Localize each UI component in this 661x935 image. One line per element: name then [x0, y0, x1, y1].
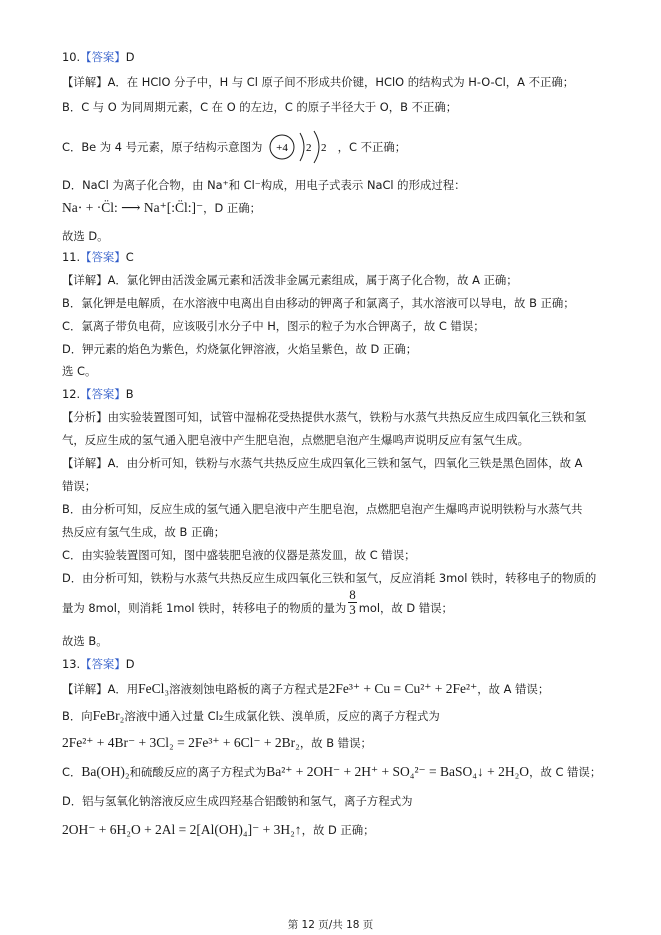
equation-a: 2Fe³⁺ + Cu = Cu²⁺ + 2Fe²⁺ [328, 681, 478, 696]
fecl3-formula: FeCl₃ [138, 681, 170, 696]
q12-conclusion: 故选 B。 [62, 634, 108, 648]
q12-line-a2: 错误； [62, 479, 97, 493]
fraction-8-3: $\frac{8}{3}$ [349, 587, 356, 617]
q12-heading: 12.【答案】B [62, 387, 134, 401]
equation-c: Ba²⁺ + 2OH⁻ + 2H⁺ + SO₄²⁻ = BaSO₄↓ + 2H₂O [266, 764, 530, 779]
nucleus-charge: +4 [276, 141, 288, 154]
shell-1-electrons: 2 [305, 141, 312, 154]
q11-line-d: D．钾元素的焰色为紫色，灼烧氯化钾溶液，火焰呈紫色，故 D 正确； [62, 342, 418, 356]
q10-conclusion: 故选 D。 [62, 229, 109, 243]
q12-line-b1: B．由分析可知，反应生成的氢气通入肥皂液中产生肥皂泡，点燃肥皂泡产生爆鸣声说明铁粉与水蒸气共 [62, 502, 583, 516]
q10-line-a: 【详解】A．在 HClO 分子中，H 与 Cl 原子间不形成共价键，HClO 的结构式为 H-O-Cl，A 不正确； [62, 75, 575, 89]
q13-line-d: D．铝与氢氧化钠溶液反应生成四羟基合铝酸钠和氢气，离子方程式为 [62, 794, 413, 808]
baoh2-formula: Ba(OH)₂ [81, 764, 130, 779]
q12-line-c: C．由实验装置图可知，图中盛装肥皂液的仪器是蒸发皿，故 C 错误； [62, 548, 416, 562]
q13-line-c: C．Ba(OH)₂和硫酸反应的离子方程式为Ba²⁺ + 2OH⁻ + 2H⁺ + SO₄²⁻ = BaSO₄↓ + 2H₂O，故 C 错误； [62, 764, 602, 779]
q13-line-a: 【详解】A．用FeCl₃溶液刻蚀电路板的离子方程式是2Fe³⁺ + Cu = Cu²⁺ + 2Fe²⁺，故 A 错误； [62, 681, 550, 696]
q13-line-b-eq: 2Fe²⁺ + 4Br⁻ + 3Cl₂ = 2Fe³⁺ + 6Cl⁻ + 2Br₂，故 B 错误； [62, 735, 372, 750]
be-atomic-structure-diagram [268, 127, 334, 167]
q12-analysis-1: 【分析】由实验装置图可知，试管中湿棉花受热提供水蒸气，铁粉与水蒸气共热反应生成四氧化三铁和氢 [62, 410, 586, 424]
shell-2-electrons: 2 [320, 141, 327, 154]
q12-analysis-2: 气，反应生成的氢气通入肥皂液中产生肥皂泡，点燃肥皂泡产生爆鸣声说明反应有氢气生成。 [62, 433, 530, 447]
q10-line-b: B．C 与 O 为同周期元素，C 在 O 的左边，C 的原子半径大于 O，B 不正确； [62, 100, 458, 114]
q11-conclusion: 选 C。 [62, 364, 97, 378]
q10-heading: 10.【答案】D [62, 50, 135, 64]
q13-line-b: B．向FeBr₂溶液中通入过量 Cl₂生成氯化铁、溴单质，反应的离子方程式为 [62, 708, 440, 723]
q12-line-d2: 量为 8mol，则消耗 1mol 铁时，转移电子的物质的量为 $\frac{8}{3}$ mol，故 D 错误； [62, 587, 453, 617]
q10-lewis-line: Na⋅ + ·C̈l: ⟶ Na⁺[:C̈l:]⁻，D 正确； [62, 200, 262, 215]
q11-line-b: B．氯化钾是电解质，在水溶液中电离出自由移动的钾离子和氯离子，其水溶液可以导电，故 B 正确； [62, 296, 575, 310]
q13-line-d-eq: 2OH⁻ + 6H₂O + 2Al = 2[Al(OH)₄]⁻ + 3H₂↑，故 D 正确； [62, 822, 375, 837]
page-footer: 第 12 页/共 18 页 [287, 919, 374, 931]
q11-line-a: 【详解】A．氯化钾由活泼金属元素和活泼非金属元素组成，属于离子化合物，故 A 正确； [62, 273, 518, 287]
q12-line-a1: 【详解】A．由分析可知，铁粉与水蒸气共热反应生成四氧化三铁和氢气，四氧化三铁是黑色固体，故 A [62, 456, 583, 470]
q10-line-d: D．NaCl 为离子化合物，由 Na⁺和 Cl⁻构成，用电子式表示 NaCl 的形成过程： [62, 178, 466, 192]
q12-line-b2: 热反应有氢气生成，故 B 正确； [62, 525, 226, 539]
equation-b: 2Fe²⁺ + 4Br⁻ + 3Cl₂ = 2Fe³⁺ + 6Cl⁻ + 2Br₂ [62, 735, 300, 750]
q13-heading: 13.【答案】D [62, 657, 135, 671]
q12-line-d1: D．由分析可知，铁粉与水蒸气共热反应生成四氧化三铁和氢气，反应消耗 3mol 铁时，转移电子的物质的 [62, 571, 597, 585]
q11-line-c: C．氯离子带负电荷，应该吸引水分子中 H，图示的粒子为水合钾离子，故 C 错误； [62, 319, 485, 333]
equation-d: 2OH⁻ + 6H₂O + 2Al = 2[Al(OH)₄]⁻ + 3H₂↑ [62, 822, 302, 837]
febr2-formula: FeBr₂ [92, 708, 125, 723]
nacl-lewis-formation: Na⋅ + ·C̈l: ⟶ Na⁺[:C̈l:]⁻ [62, 200, 204, 215]
q10-line-c: C．Be 为 4 号元素，原子结构示意图为 +4 2 2 ，C 不正确； [62, 139, 621, 155]
q11-heading: 11.【答案】C [62, 250, 134, 264]
